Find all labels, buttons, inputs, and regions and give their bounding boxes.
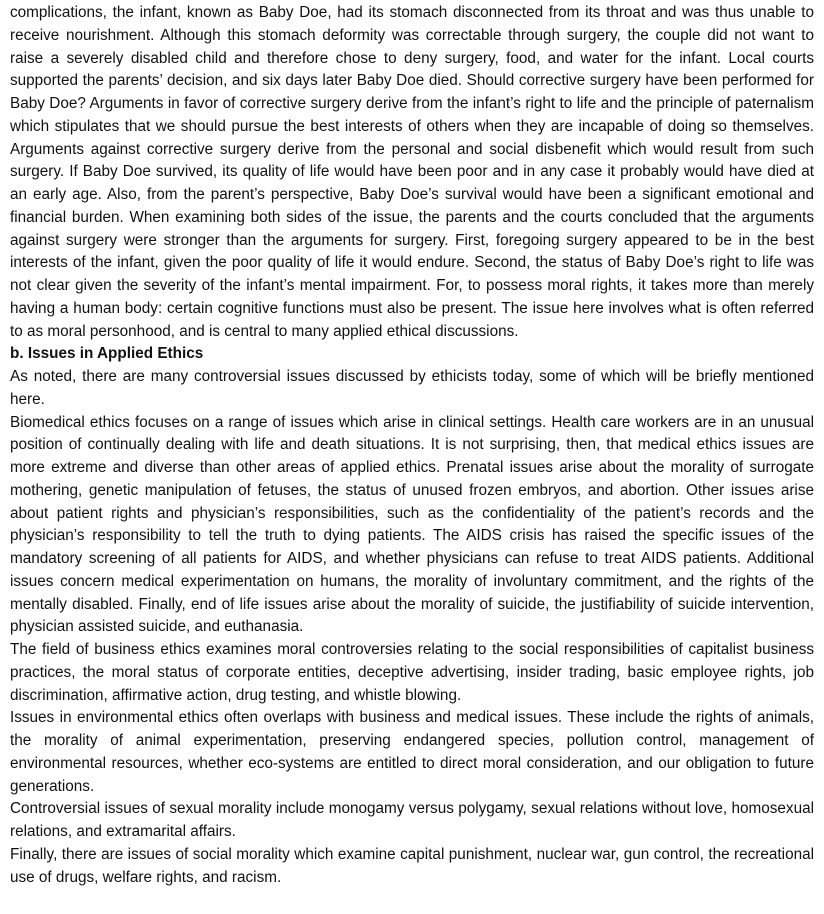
paragraph-biomedical-ethics: Biomedical ethics focuses on a range of issues which arise in clinical settings. Health care workers are in an unusual position of continually dealing with life and death situations. It is not surprising, then, that medical ethics issues are more extreme and diverse than other areas of applied ethics. Prenatal issues arise about the morality of surrogate mothering, genetic manipulation of fetuses, the status of unused frozen embryos, and abortion. Other issues arise about patient rights and physician’s responsibilities, such as the confidentiality of the patient’s records and the physician’s responsibility to tell the truth to dying patients. The AIDS crisis has raised the specific issues of the mandatory screening of all patients for AIDS, and whether physicians can refuse to treat AIDS patients. Additional issues concern medical experimentation on humans, the morality of involuntary commitment, and the rights of the mentally disabled. Finally, end of life issues arise about the morality of suicide, the justifiability of suicide intervention, physician assisted suicide, and euthanasia. [10, 413, 814, 636]
intro-paragraph: complications, the infant, known as Baby Doe, had its stomach disconnected from its throat and was thus unable to receive nourishment. Although this stomach deformity was correctable through surgery, the couple did not want to raise a severely disabled child and therefore chose to deny surgery, food, and water for the infant. Local courts supported the parents’ decision, and six days later Baby Doe died. Should corrective surgery have been performed for Baby Doe? Arguments in favor of corrective surgery derive from the infant’s right to life and the principle of paternalism which stipulates that we should pursue the best interests of others when they are incapable of doing so themselves. Arguments against corrective surgery derive from the personal and social disbenefit which would result from such surgery. If Baby Doe survived, its quality of life would have been poor and in any case it probably would have died at an early age. Also, from the parent’s perspective, Baby Doe’s survival would have been a significant emotional and financial burden. When examining both sides of the issue, the parents and the courts concluded that the arguments against surgery were stronger than the arguments for surgery. First, foregoing surgery appeared to be in the best interests of the infant, given the poor quality of life it would endure. Second, the status of Baby Doe’s right to life was not clear given the severity of the infant’s mental impairment. For, to possess moral rights, it takes more than merely having a human body: certain cognitive functions must also be present. The issue here involves what is often referred to as moral personhood, and is central to many applied ethical discussions. [10, 4, 814, 340]
section-heading: b. Issues in Applied Ethics [10, 345, 204, 363]
paragraph-business-ethics: The field of business ethics examines moral controversies relating to the social responsibilities of capitalist business practices, the moral status of corporate entities, deceptive advertising, insider trading, basic employee rights, job discrimination, affirmative action, drug testing, and whistle blowing. [10, 641, 814, 704]
paragraph-environmental-ethics: Issues in environmental ethics often overlaps with business and medical issues. These include the rights of animals, the morality of animal experimentation, preserving endangered species, pollution control, management of environmental resources, whether eco-systems are entitled to direct moral consideration, and our obligation to future generations. [10, 709, 814, 795]
paragraph-intro-issues: As noted, there are many controversial issues discussed by ethicists today, some of which will be briefly mentioned here. [10, 368, 814, 408]
paragraph-social-morality: Finally, there are issues of social morality which examine capital punishment, nuclear war, gun control, the recreational use of drugs, welfare rights, and racism. [10, 845, 814, 886]
paragraph-sexual-morality: Controversial issues of sexual morality include monogamy versus polygamy, sexual relations without love, homosexual relations, and extramarital affairs. [10, 800, 814, 840]
